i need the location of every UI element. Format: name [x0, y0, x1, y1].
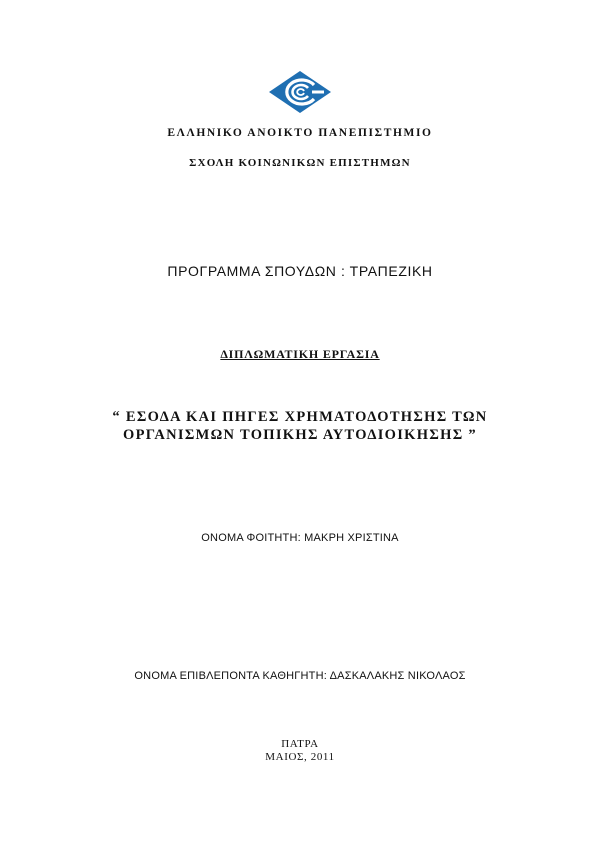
university-logo-icon	[268, 70, 332, 114]
supervisor-name: ΟΝΟΜΑ ΕΠΙΒΛΕΠΟΝΤΑ ΚΑΘΗΓΗΤΗ: ΔΑΣΚΑΛΑΚΗΣ ΝΙΚΟΛΑΟΣ	[134, 670, 466, 682]
date: ΜΑΙΟΣ, 2011	[265, 751, 335, 763]
thesis-title-line-2: ΟΡΓΑΝΙΣΜΩΝ ΤΟΠΙΚΗΣ ΑΥΤΟΔΙΟΙΚΗΣΗΣ ”	[123, 427, 477, 443]
study-program: ΠΡΟΓΡΑΜΜΑ ΣΠΟΥΔΩΝ : ΤΡΑΠΕΖΙΚΗ	[167, 263, 433, 279]
city: ΠΑΤΡΑ	[281, 738, 319, 750]
university-name: ΕΛΛΗΝΙΚΟ ΑΝΟΙΚΤΟ ΠΑΝΕΠΙΣΤΗΜΙΟ	[167, 127, 433, 139]
thesis-type-heading: ΔΙΠΛΩΜΑΤΙΚΗ ΕΡΓΑΣΙΑ	[220, 347, 380, 361]
school-name: ΣΧΟΛΗ ΚΟΙΝΩΝΙΚΩΝ ΕΠΙΣΤΗΜΩΝ	[189, 157, 411, 169]
student-name: ΟΝΟΜΑ ΦΟΙΤΗΤΗ: ΜΑΚΡΗ ΧΡΙΣΤΙΝΑ	[201, 532, 399, 544]
thesis-title-line-1: “ ΕΣΟΔΑ ΚΑΙ ΠΗΓΕΣ ΧΡΗΜΑΤΟΔΟΤΗΣΗΣ ΤΩΝ	[112, 409, 488, 425]
